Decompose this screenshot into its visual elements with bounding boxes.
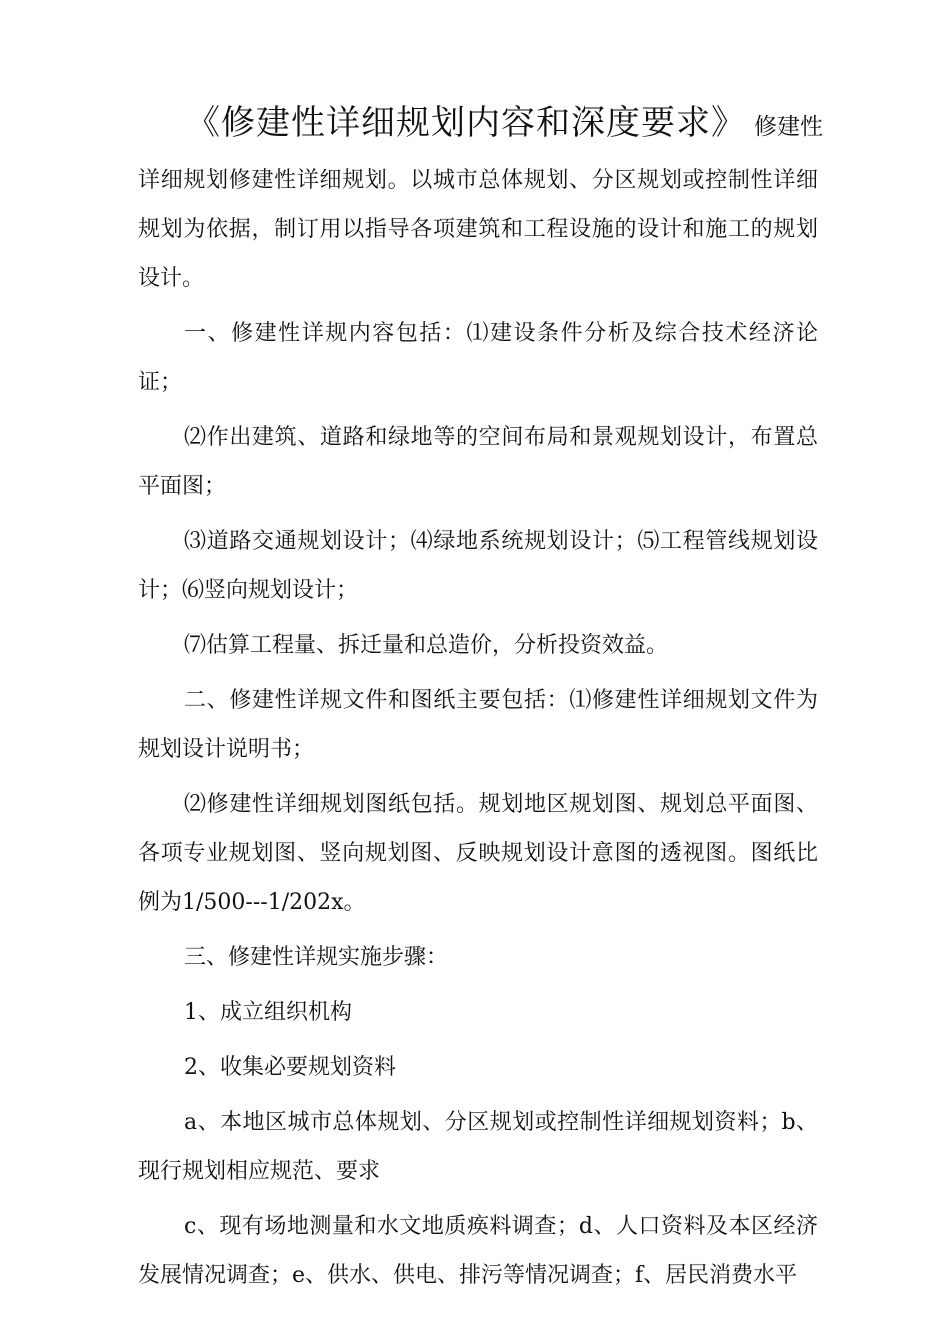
paragraph-list-c-f: c、现有场地测量和水文地质痪料调查；d、人口资料及本区经济发展情况调查；e、供水、供电、排污等情况调查；f、居民消费水平: [138, 1214, 818, 1288]
paragraph-section-1: 一、修建性详规内容包括：⑴建设条件分析及综合技术经济论证；: [138, 321, 818, 395]
document-body: [138, 96, 823, 1306]
title-tail-text: 修建性: [754, 114, 823, 140]
paragraph-item-3: ⑶道路交通规划设计；⑷绿地系统规划设计；⑸工程管线规划设计；⑹竖向规划设计；: [138, 529, 818, 603]
paragraph-item-7: ⑺估算工程量、拆迁量和总造价，分析投资效益。: [184, 633, 669, 658]
paragraph-step-1: 1、成立组织机构: [184, 1000, 352, 1025]
paragraph-item-2: ⑵作出建筑、道路和绿地等的空间布局和景观规划设计，布置总平面图；: [138, 425, 818, 499]
paragraph-list-a-b: a、本地区城市总体规划、分区规划或控制性详细规划资料；b、现行规划相应规范、要求: [138, 1110, 818, 1184]
paragraph-step-2: 2、收集必要规划资料: [184, 1055, 396, 1080]
paragraph-drawings: ⑵修建性详细规划图纸包括。规划地区规划图、规划总平面图、各项专业规划图、竖向规划图、反映规划设计意图的透视图。图纸比例为1/500---1/202x。: [138, 792, 818, 915]
title-line: [138, 96, 823, 156]
paragraph-section-2: 二、修建性详规文件和图纸主要包括：⑴修建性详细规划文件为规划设计说明书；: [138, 688, 818, 762]
paragraph-section-3: 三、修建性详规实施步骤：: [184, 945, 449, 970]
paragraph-intro: 详细规划修建性详细规划。以城市总体规划、分区规划或控制性详细规划为依据，制订用以指导各项建筑和工程设施的设计和施工的规划设计。: [138, 168, 818, 291]
document-title: 《修建性详细规划内容和深度要求》: [186, 103, 746, 143]
